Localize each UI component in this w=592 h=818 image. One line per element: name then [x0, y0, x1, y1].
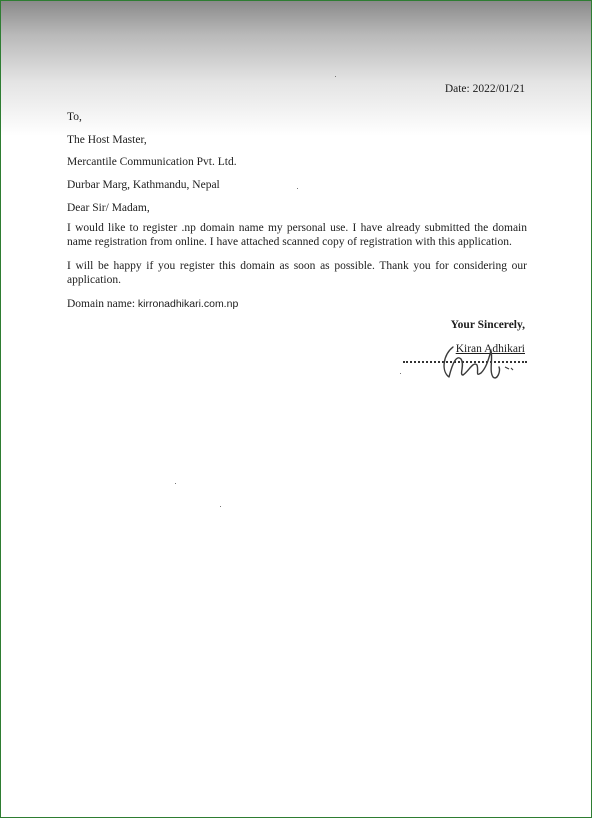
recipient-line: The Host Master, [67, 134, 147, 146]
body-paragraph: I would like to register .np domain name my personal use. I have already submitted the domain name registration from online. I have attached scanned copy of registration with this application. [67, 222, 527, 248]
letter-to: To, [67, 111, 82, 123]
scan-speck [297, 188, 298, 189]
scan-speck [175, 483, 176, 484]
recipient-line: Mercantile Communication Pvt. Ltd. [67, 156, 237, 168]
handwritten-signature [439, 341, 529, 383]
recipient-line: Durbar Marg, Kathmandu, Nepal [67, 179, 220, 191]
domain-line [67, 297, 238, 311]
body-paragraph: I will be happy if you register this domain as soon as possible. Thank you for considering our application. [67, 260, 527, 286]
closing: Your Sincerely, [450, 319, 525, 331]
scan-shadow [1, 1, 591, 136]
salutation: Dear Sir/ Madam, [67, 202, 150, 214]
domain-value: kirronadhikari.com.np [137, 298, 239, 310]
letter-date: Date: 2022/01/21 [444, 83, 525, 95]
scan-speck [400, 373, 401, 374]
signer-name: Kiran Adhikari [455, 343, 525, 355]
scan-speck [335, 76, 336, 77]
scan-speck [220, 506, 221, 507]
domain-label: Domain name: [67, 298, 138, 310]
